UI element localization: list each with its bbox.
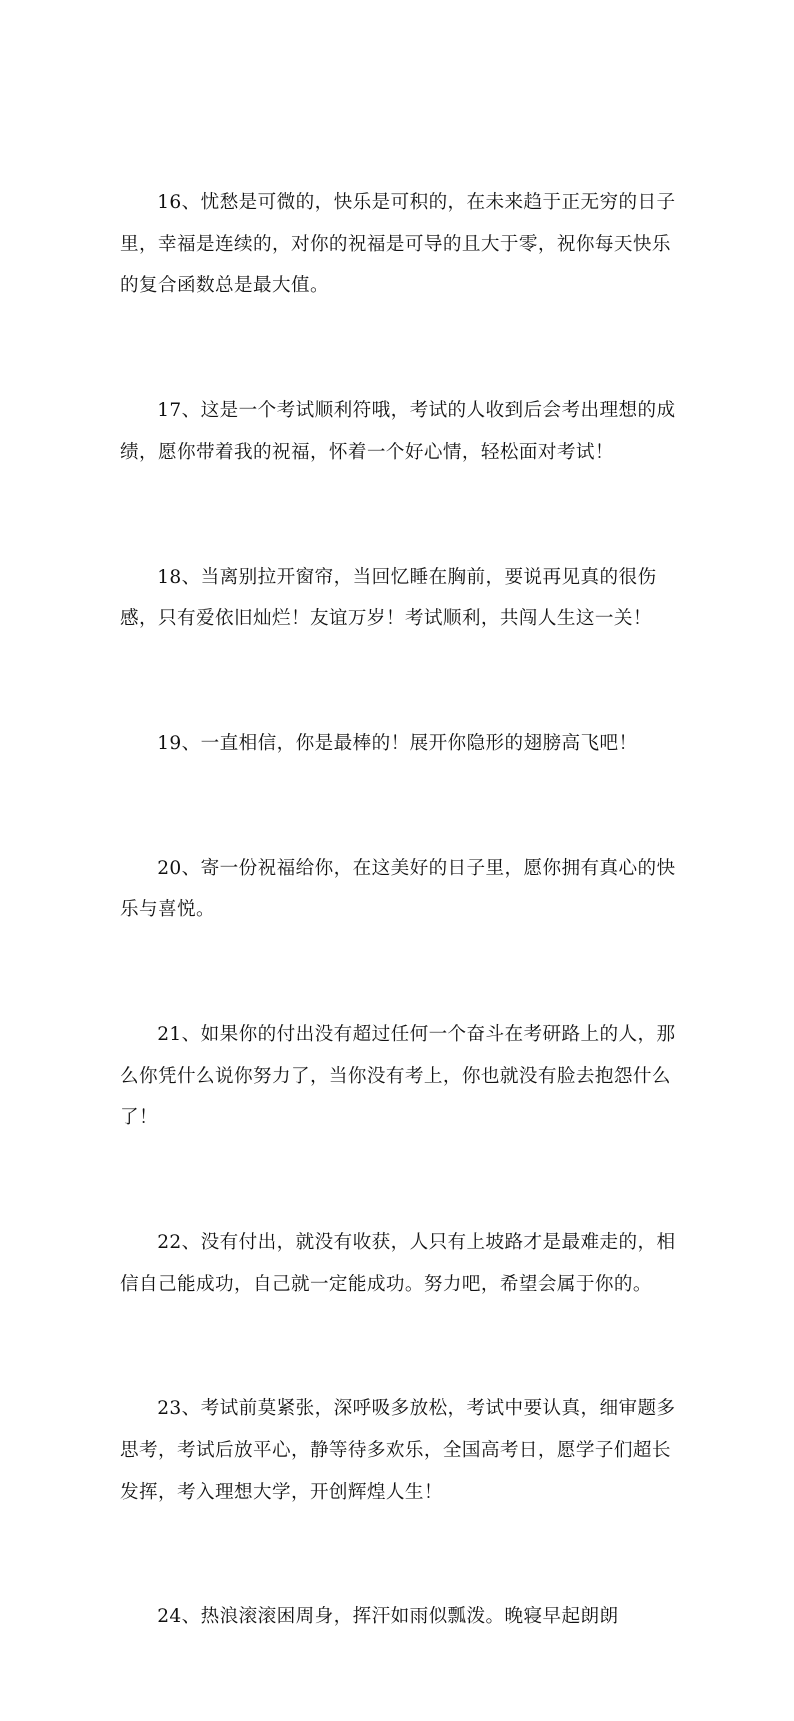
paragraph-18: 18、当离别拉开窗帘，当回忆睡在胸前，要说再见真的很伤感，只有爱依旧灿烂！友谊万岁！考试顺利，共闯人生这一关！: [120, 566, 657, 630]
paragraph-20: 20、寄一份祝福给你，在这美好的日子里，愿你拥有真心的快乐与喜悦。: [120, 857, 676, 921]
document-body: [120, 99, 676, 1721]
paragraph-19: 19、一直相信，你是最棒的！展开你隐形的翅膀高飞吧！: [157, 732, 638, 754]
paragraph-17: 17、这是一个考试顺利符哦，考试的人收到后会考出理想的成绩，愿你带着我的祝福，怀着一个好心情，轻松面对考试！: [120, 400, 676, 463]
paragraph-22: 22、没有付出，就没有收获，人只有上坡路才是最难走的，相信自己能成功，自己就一定能成功。努力吧，希望会属于你的。: [120, 1232, 676, 1295]
paragraph-21: 21、如果你的付出没有超过任何一个奋斗在考研路上的人，那么你凭什么说你努力了，当你没有考上，你也就没有脸去抱怨什么了！: [120, 1024, 676, 1129]
paragraph-24: 24、热浪滚滚困周身，挥汗如雨似瓢泼。晚寝早起朗朗: [157, 1606, 619, 1628]
paragraph-23: 23、考试前莫紧张，深呼吸多放松，考试中要认真，细审题多思考，考试后放平心，静等待多欢乐，全国高考日，愿学子们超长发挥，考入理想大学，开创辉煌人生！: [120, 1398, 676, 1503]
paragraph-16: 16、忧愁是可微的，快乐是可积的，在未来趋于正无穷的日子里，幸福是连续的，对你的祝福是可导的且大于零，祝你每天快乐的复合函数总是最大值。: [120, 192, 676, 297]
